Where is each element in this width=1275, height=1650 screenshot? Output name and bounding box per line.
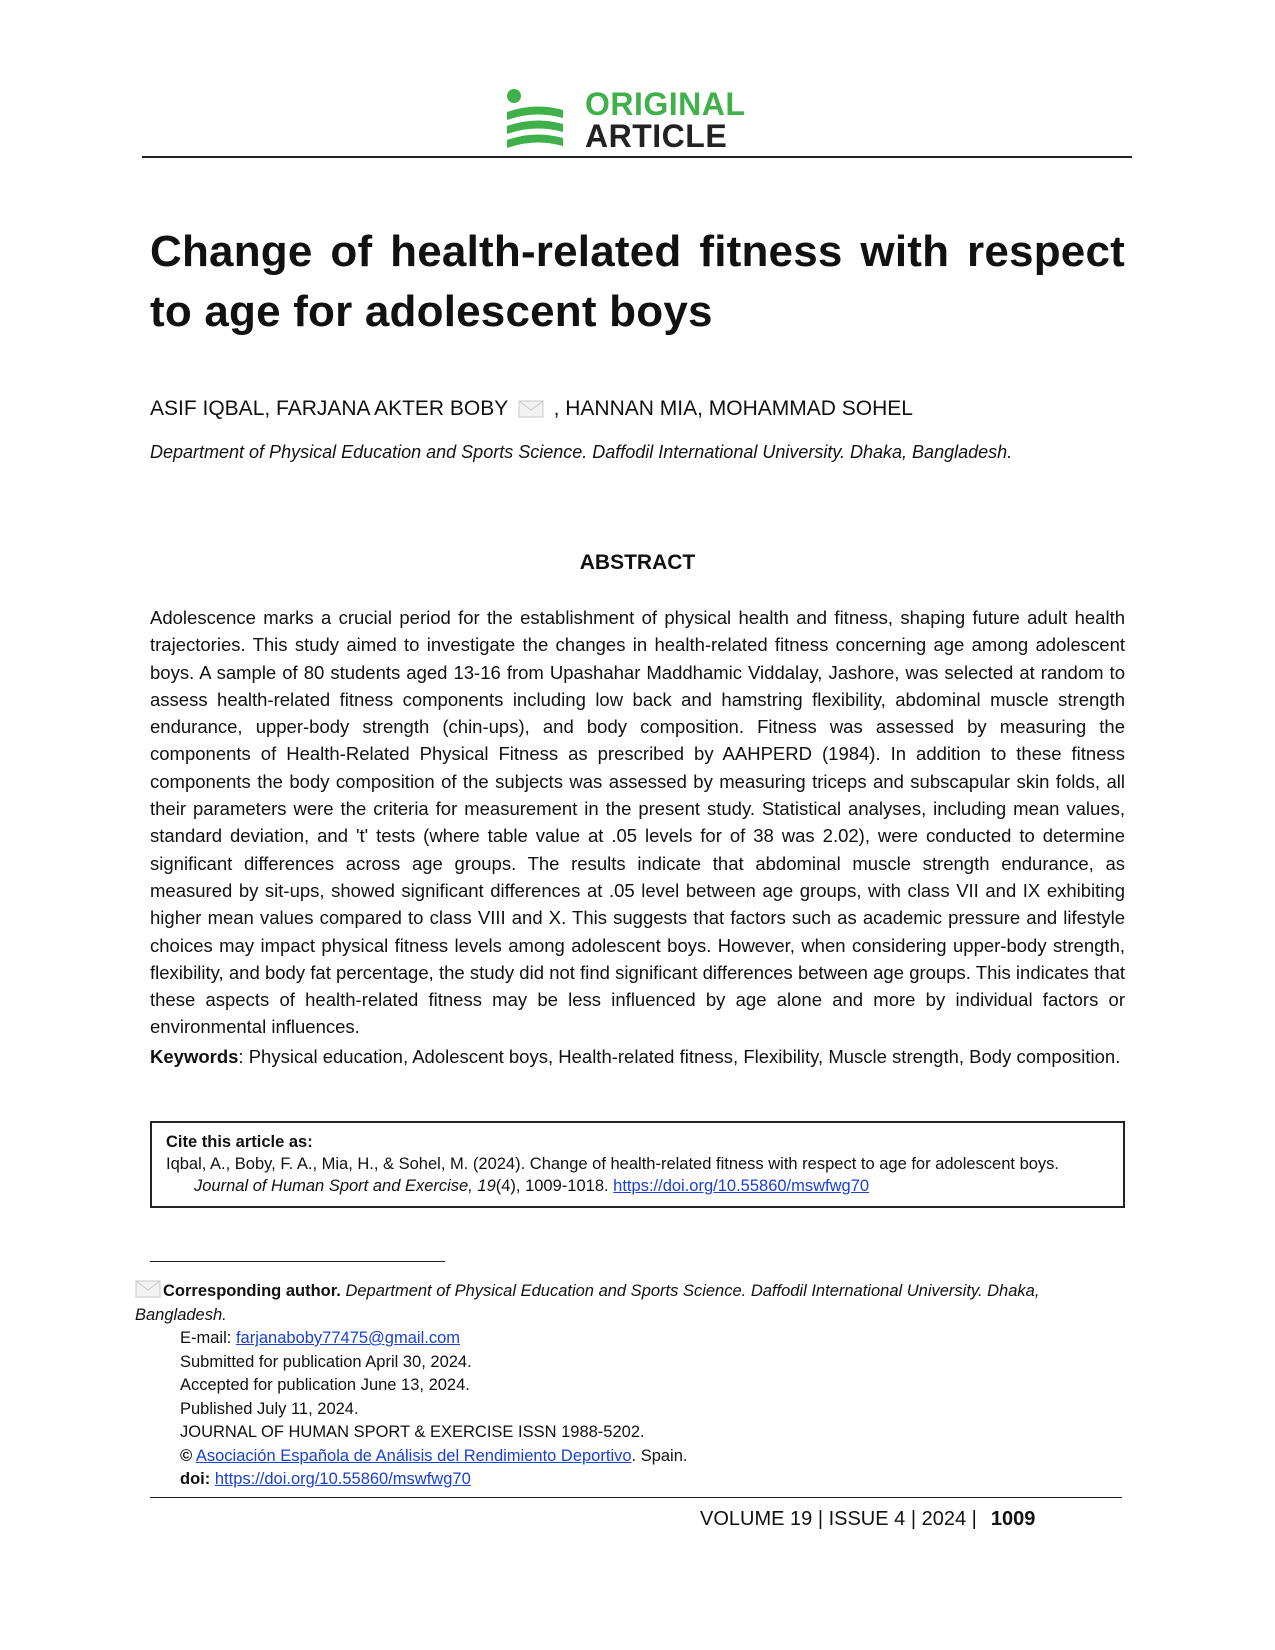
citation-box xyxy=(150,1121,1125,1208)
doi-link[interactable]: https://doi.org/10.55860/mswfwg70 xyxy=(214,1470,471,1488)
keywords-list: : Physical education, Adolescent boys, Health-related fitness, Flexibility, Muscle strength, Body composition. xyxy=(238,1046,1121,1067)
page-footer xyxy=(700,1508,1100,1531)
page-number: 1009 xyxy=(990,1508,1036,1530)
envelope-icon xyxy=(135,1280,161,1298)
authors-part-1: ASIF IQBAL, FARJANA AKTER BOBY xyxy=(150,397,508,420)
footnote-header xyxy=(135,1280,1125,1327)
keywords xyxy=(150,1043,1125,1070)
corresponding-affiliation: Department of Physical Education and Sports Science. Daffodil International University. Dhaka, Bangladesh. xyxy=(135,1282,1040,1324)
badge-line-original: ORIGINAL xyxy=(585,86,746,122)
journal-issn: JOURNAL OF HUMAN SPORT & EXERCISE ISSN 1988-5202. xyxy=(180,1423,645,1441)
header-divider xyxy=(142,156,1132,158)
email-label: E-mail: xyxy=(180,1329,232,1347)
citation-doi-link[interactable]: https://doi.org/10.55860/mswfwg70 xyxy=(613,1177,870,1195)
original-article-badge xyxy=(505,86,785,154)
keywords-label: Keywords xyxy=(150,1046,239,1067)
badge-line-article: ARTICLE xyxy=(585,118,728,154)
citation-journal: Journal of Human Sport and Exercise, 19 xyxy=(194,1177,496,1195)
accepted-date: Accepted for publication June 13, 2024. xyxy=(180,1376,470,1394)
badge-text xyxy=(585,88,745,152)
doi-label: doi: xyxy=(180,1470,211,1488)
copyright-symbol: © xyxy=(180,1446,193,1465)
affiliation: Department of Physical Education and Sports Science. Daffodil International University. Dhaka, Bangladesh. xyxy=(150,442,1013,462)
doi-line xyxy=(135,1468,1125,1492)
corresponding-author-label: Corresponding author. xyxy=(163,1282,341,1300)
copyright-line xyxy=(135,1445,1125,1469)
email-link[interactable]: farjanaboby77475@gmail.com xyxy=(235,1329,460,1347)
publisher-link[interactable]: Asociación Española de Análisis del Rendimiento Deportivo xyxy=(195,1446,632,1465)
footnote-divider xyxy=(150,1261,445,1262)
author-list xyxy=(150,396,1125,422)
article-title: Change of health-related fitness with respect to age for adolescent boys xyxy=(150,227,1125,336)
publisher-country: . Spain. xyxy=(631,1446,688,1465)
submitted-date: Submitted for publication April 30, 2024. xyxy=(180,1352,472,1371)
citation-issue-pages: (4), 1009-1018. xyxy=(495,1177,609,1195)
footer-divider xyxy=(150,1497,1122,1498)
published-date: Published July 11, 2024. xyxy=(180,1399,359,1418)
envelope-icon xyxy=(518,400,544,418)
abstract-text: Adolescence marks a crucial period for the establishment of physical health and fitness, shaping future adult health trajectories. This study aimed to investigate the changes in health-related fitness concerning age among adolescent boys. A sample of 80 students aged 13-16 from Upashahar Maddhamic Viddalay, Jashore, was selected at random to assess health-related fitness components including low back and hamstring flexibility, abdominal muscle strength endurance, upper-body strength (chin-ups), and body composition. Fitness was assessed by measuring the components of Health-Related Physical Fitness as prescribed by AAHPERD (1984). In addition to these fitness components the body composition of the subjects was assessed by measuring triceps and subscapular skin folds, all their parameters were the criteria for measurement in the present study. Statistical analyses, including mean values, standard deviation, and 't' tests (where table value at .05 levels for of 38 was 2.02), were conducted to determine significant differences across age groups. The results indicate that abdominal muscle strength endurance, as measured by sit-ups, showed significant differences at .05 level between age groups, with class VII and IX exhibiting higher mean values compared to class VIII and X. This suggests that factors such as academic pressure and lifestyle choices may impact physical fitness levels among adolescent boys. However, when considering upper-body strength, flexibility, and body fat percentage, the study did not find significant differences between age groups. This indicates that these aspects of health-related fitness may be less influenced by age alone and more by individual factors or environmental influences. xyxy=(150,607,1125,1038)
authors-part-2: , HANNAN MIA, MOHAMMAD SOHEL xyxy=(553,397,913,420)
abstract-heading: ABSTRACT xyxy=(579,551,696,574)
email-line xyxy=(135,1327,1125,1351)
citation-source xyxy=(166,1175,1109,1197)
citation-heading: Cite this article as: xyxy=(166,1133,313,1151)
original-article-stripes-icon xyxy=(505,88,567,148)
citation-reference xyxy=(166,1153,1109,1197)
corresponding-author-footnote xyxy=(135,1280,1125,1492)
citation-authors-title: Iqbal, A., Boby, F. A., Mia, H., & Sohel, M. (2024). Change of health-related fitness with respect to age for adolescent boys. xyxy=(166,1155,1060,1173)
volume-issue-year: VOLUME 19 | ISSUE 4 | 2024 | xyxy=(700,1508,977,1530)
